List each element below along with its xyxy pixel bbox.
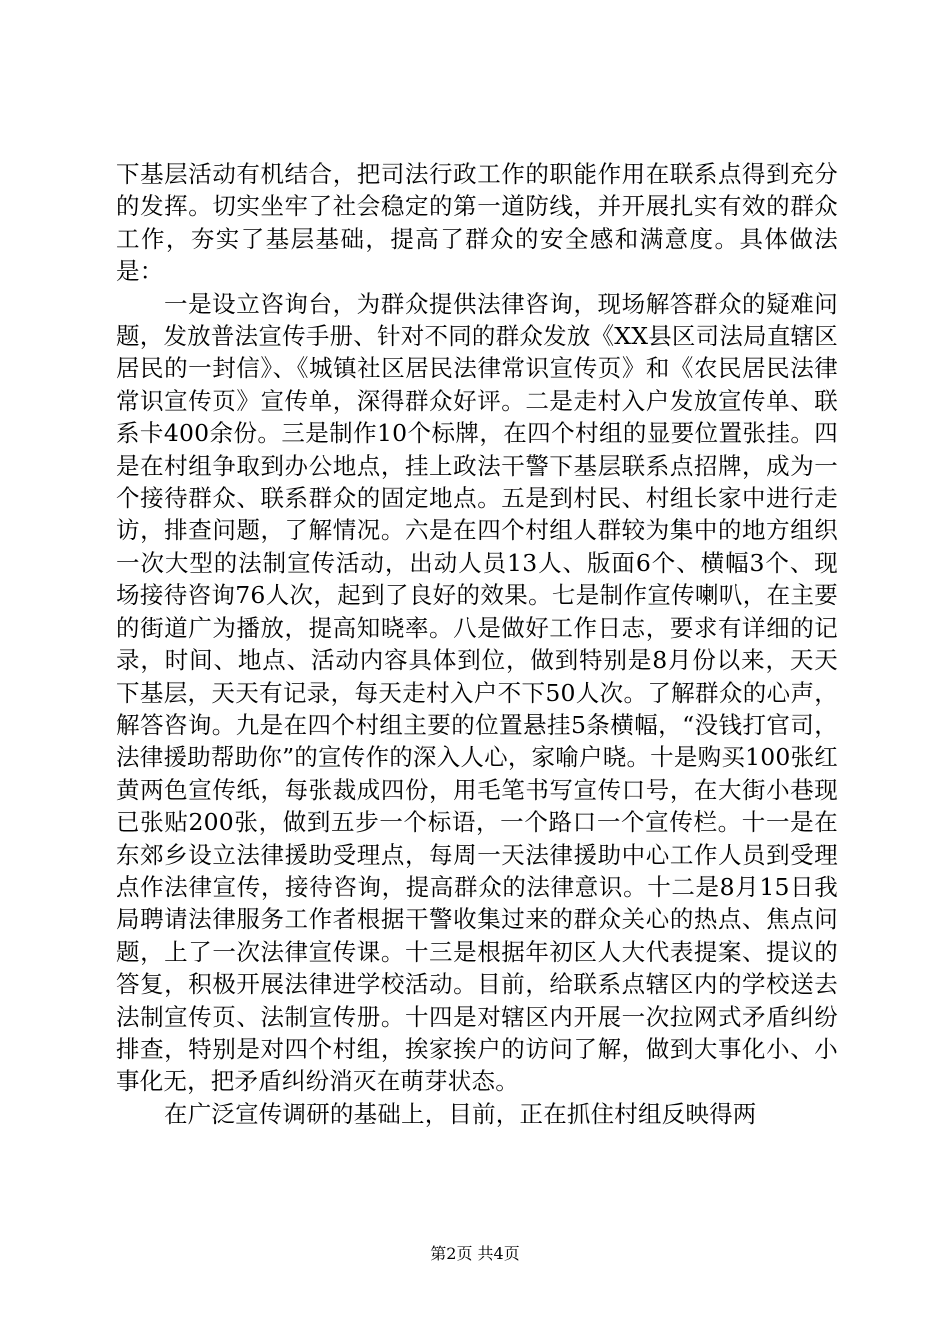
paragraph-intro: 下基层活动有机结合，把司法行政工作的职能作用在联系点得到充分的发挥。切实坐牢了社会稳定的第一道防线，并开展扎实有效的群众工作，夯实了基层基础，提高了群众的安全感和满意度。具体做法是： bbox=[116, 160, 838, 286]
document-body bbox=[116, 158, 838, 1130]
page-number-label: 第2页 共4页 bbox=[430, 1244, 520, 1263]
paragraph-measures: 一是设立咨询台，为群众提供法律咨询，现场解答群众的疑难问题，发放普法宣传手册、针对不同的群众发放《XX县区司法局直辖区居民的一封信》、《城镇社区居民法律常识宣传页》和《农民居民法律常识宣传页》宣传单，深得群众好评。二是走村入户发放宣传单、联系卡400余份。三是制作10个标牌，在四个村组的显要位置张挂。四是在村组争取到办公地点，挂上政法干警下基层联系点招牌，成为一个接待群众、联系群众的固定地点。五是到村民、村组长家中进行走访，排查问题，了解情况。六是在四个村组人群较为集中的地方组织一次大型的法制宣传活动，出动人员13人、版面6个、横幅3个、现场接待咨询76人次，起到了良好的效果。七是制作宣传喇叭，在主要的街道广为播放，提高知晓率。八是做好工作日志，要求有详细的记录，时间、地点、活动内容具体到位，做到特别是8月份以来，天天下基层，天天有记录，每天走村入户不下50人次。了解群众的心声，解答咨询。九是在四个村组主要的位置悬挂5条横幅，“没钱打官司，法律援助帮助你”的宣传作的深入人心，家喻户晓。十是购买100张红黄两色宣传纸，每张裁成四份，用毛笔书写宣传口号，在大街小巷现已张贴200张，做到五步一个标语，一个路口一个宣传栏。十一是在东郊乡设立法律援助受理点，每周一天法律援助中心工作人员到受理点作法律宣传，接待咨询，提高群众的法律意识。十二是8月15日我局聘请法律服务工作者根据干警收集过来的群众关心的热点、焦点问题，上了一次法律宣传课。十三是根据年初区人大代表提案、提议的答复，积极开展法律进学校活动。目前，给联系点辖区内的学校送去法制宣传页、法制宣传册。十四是对辖区内开展一次拉网式矛盾纠纷排查，特别是对四个村组，挨家挨户的访问了解，做到大事化小、小事化无，把矛盾纠纷消灭在萌芽状态。 bbox=[116, 289, 838, 1096]
paragraph-continuation: 在广泛宣传调研的基础上，目前，正在抓住村组反映得两 bbox=[164, 1099, 757, 1128]
page-footer bbox=[0, 1244, 950, 1264]
